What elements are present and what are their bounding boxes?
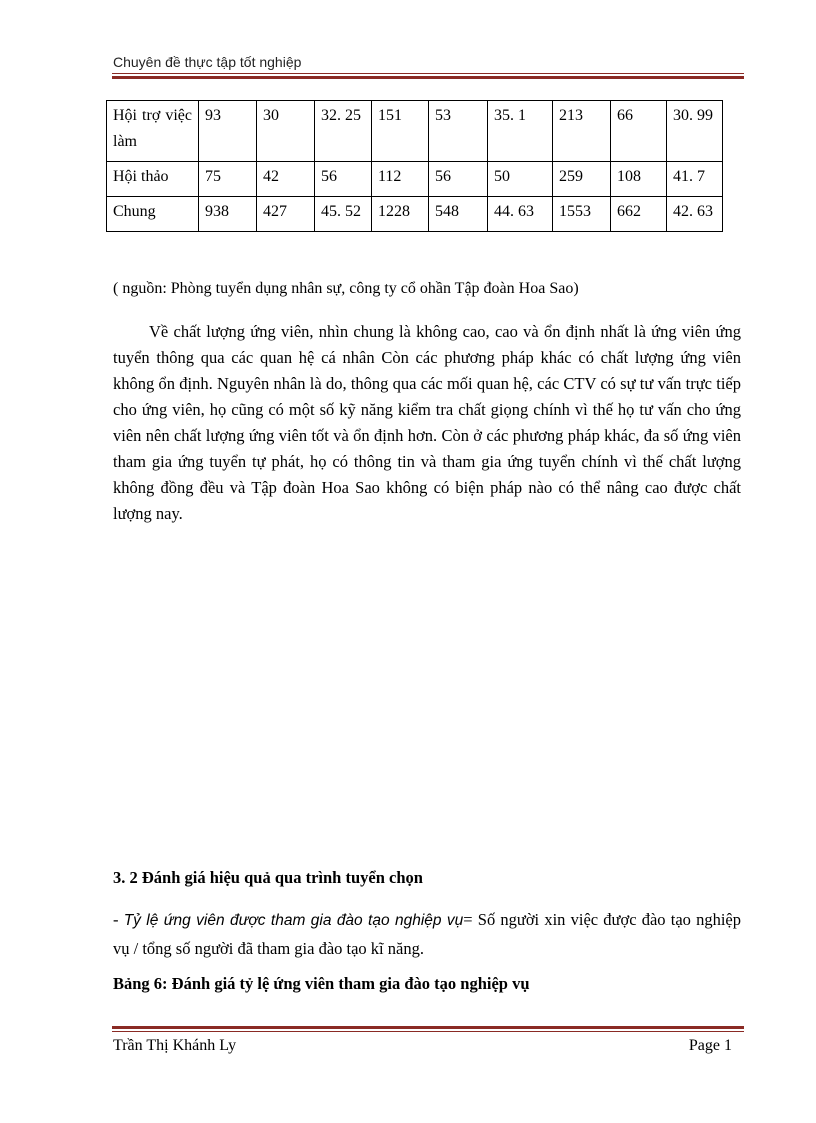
table-cell: 44. 63 xyxy=(488,197,553,232)
table-cell: 42. 63 xyxy=(667,197,723,232)
formula-paragraph xyxy=(113,906,741,963)
row-label: Hội trợ việc làm xyxy=(107,101,199,162)
table-cell: 93 xyxy=(199,101,257,162)
table-row xyxy=(107,101,723,162)
body-paragraph: Về chất lượng ứng viên, nhìn chung là không cao, cao và ổn định nhất là ứng viên ứng tuyển thông qua các quan hệ cá nhân Còn các phương pháp khác có chất lượng ứng viên không ổn định. Nguyên nhân là do, thông qua các mối quan hệ, các CTV có sự tư vấn trực tiếp cho ứng viên, họ cũng có một số kỹ năng kiểm tra chất giọng chính vì thế họ tư vấn cho ứng viên nên chất lượng ứng viên tốt và ổn định hơn. Còn ở các phương pháp khác, đa số ứng viên tham gia ứng tuyển tự phát, họ có thông tin và tham gia ứng tuyển chính vì thế chất lượng không đồng đều và Tập đoàn Hoa Sao không có biện pháp nào có thể nâng cao được chất lượng nay. xyxy=(113,322,741,523)
table-cell: 108 xyxy=(611,162,667,197)
table-cell: 56 xyxy=(429,162,488,197)
table-source-note: ( nguồn: Phòng tuyển dụng nhân sự, công ty cổ ohần Tập đoàn Hoa Sao) xyxy=(113,280,579,297)
statistics-table xyxy=(106,100,723,232)
table-cell: 662 xyxy=(611,197,667,232)
table-cell: 41. 7 xyxy=(667,162,723,197)
table-cell: 30. 99 xyxy=(667,101,723,162)
table-cell: 56 xyxy=(315,162,372,197)
table-cell: 1553 xyxy=(553,197,611,232)
table-cell: 151 xyxy=(372,101,429,162)
table-cell: 30 xyxy=(257,101,315,162)
table-row xyxy=(107,162,723,197)
formula-definition: = Số người xin việc được đào tạo nghiệp vụ / tổng số người đã tham gia đào tạo kĩ năng. xyxy=(113,910,741,958)
table-cell: 213 xyxy=(553,101,611,162)
row-label: Hội thảo xyxy=(107,162,199,197)
footer-author: Trần Thị Khánh Ly xyxy=(113,1037,237,1054)
table-cell: 53 xyxy=(429,101,488,162)
table-cell: 112 xyxy=(372,162,429,197)
table-cell: 50 xyxy=(488,162,553,197)
table-cell: 66 xyxy=(611,101,667,162)
table-cell: 32. 25 xyxy=(315,101,372,162)
table-cell: 42 xyxy=(257,162,315,197)
table-caption: Bảng 6: Đánh giá tỷ lệ ứng viên tham gia đào tạo nghiệp vụ xyxy=(113,974,530,993)
table-row xyxy=(107,197,723,232)
table-cell: 75 xyxy=(199,162,257,197)
footer-page-number: Page 1 xyxy=(688,1037,732,1054)
table-cell: 45. 52 xyxy=(315,197,372,232)
footer-rule xyxy=(112,1026,744,1032)
formula-prefix: - xyxy=(113,910,124,929)
table-cell: 548 xyxy=(429,197,488,232)
table-cell: 259 xyxy=(553,162,611,197)
table-cell: 427 xyxy=(257,197,315,232)
table-cell: 1228 xyxy=(372,197,429,232)
section-heading: 3. 2 Đánh giá hiệu quả qua trình tuyển chọn xyxy=(113,868,423,887)
header-rule xyxy=(112,73,744,79)
page-header-title: Chuyên đề thực tập tốt nghiệp xyxy=(113,54,302,70)
formula-term: Tỷ lệ ứng viên được tham gia đào tạo nghiệp vụ xyxy=(123,912,464,929)
row-label: Chung xyxy=(107,197,199,232)
table-cell: 35. 1 xyxy=(488,101,553,162)
table-cell: 938 xyxy=(199,197,257,232)
